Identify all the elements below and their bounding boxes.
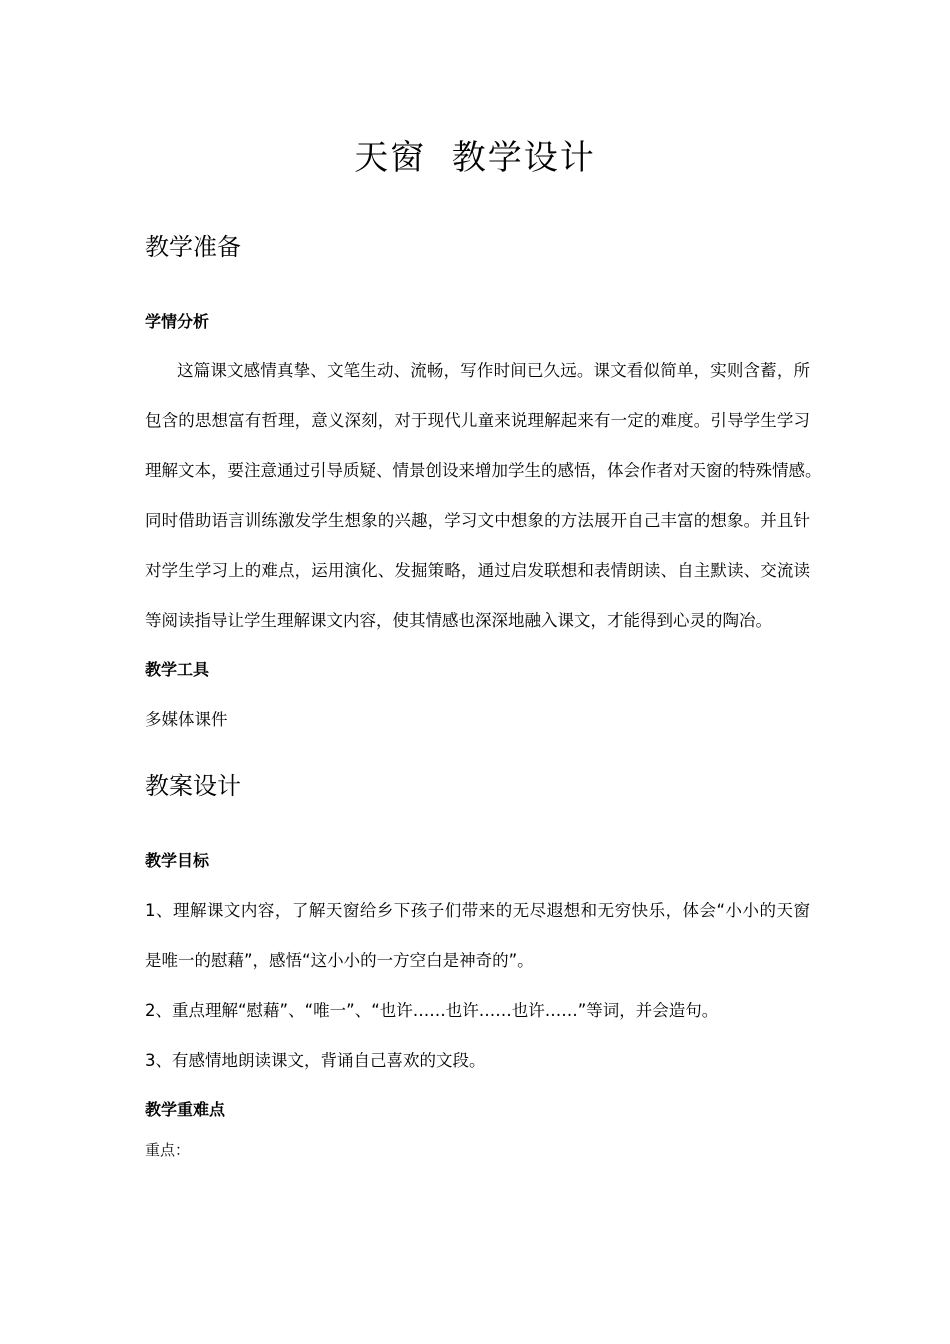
tools-text: 多媒体课件 [145, 710, 228, 729]
paragraph-line: 等阅读指导让学生理解课文内容，使其情感也深深地融入课文，才能得到心灵的陶冶。 [145, 611, 772, 630]
goal-line: 1、理解课文内容，了解天窗给乡下孩子们带来的无尽遐想和无穷快乐，体会“小小的天窗 [145, 901, 810, 920]
key-point-label: 重点： [145, 1141, 191, 1159]
paragraph-line: 这篇课文感情真挚、文笔生动、流畅，写作时间已久远。课文看似简单，实则含蓄，所 [177, 361, 810, 380]
goal-line: 2、重点理解“慰藉”、“唯一”、“也许……也许……也许……”等词，并会造句。 [145, 1001, 719, 1020]
section-heading-preparation: 教学准备 [145, 233, 241, 261]
subheading-tools: 教学工具 [145, 660, 210, 679]
subheading-analysis: 学情分析 [145, 312, 210, 331]
subheading-difficulties: 教学重难点 [145, 1100, 226, 1119]
goals-list [145, 898, 810, 1098]
document-title: 天窗 教学设计 [354, 138, 596, 178]
paragraph-line: 对学生学习上的难点，运用演化、发掘策略，通过启发联想和表情朗读、自主默读、交流读 [145, 561, 810, 580]
paragraph-line: 同时借助语言训练激发学生想象的兴趣，学习文中想象的方法展开自己丰富的想象。并且针 [145, 511, 810, 530]
paragraph-line: 包含的思想富有哲理，意义深刻，对于现代儿童来说理解起来有一定的难度。引导学生学习 [145, 411, 810, 430]
goal-line: 是唯一的慰藉”，感悟“这小小的一方空白是神奇的”。 [145, 951, 534, 970]
subheading-goals: 教学目标 [145, 851, 210, 870]
paragraph-line: 理解文本，要注意通过引导质疑、情景创设来增加学生的感悟，体会作者对天窗的特殊情感。 [145, 461, 822, 480]
goal-line: 3、有感情地朗读课文，背诵自己喜欢的文段。 [145, 1051, 486, 1070]
analysis-paragraph [145, 358, 822, 658]
section-heading-design: 教案设计 [145, 772, 241, 800]
